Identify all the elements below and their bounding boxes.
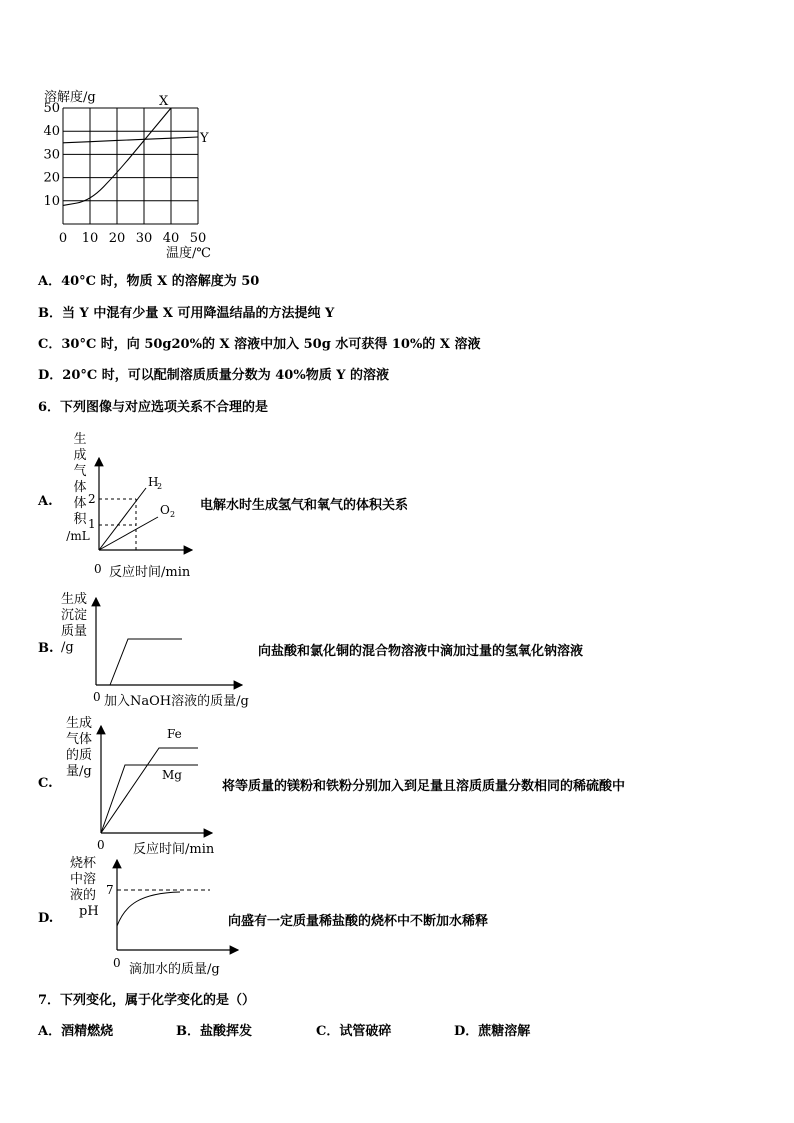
q6-c-ylabel: 生成 气体 的质 量/g: [66, 716, 93, 779]
q6-a-h2-sub: 2: [157, 482, 163, 491]
q7-option-a: A．酒精燃烧: [38, 1024, 114, 1039]
q6-b-desc: 向盐酸和氯化铜的混合物溶液中滴加过量的氢氧化钠溶液: [258, 644, 584, 659]
q6-a-h2-label: H: [148, 475, 159, 489]
q6-d-origin: 0: [113, 956, 121, 970]
q6-d-tick-7: 7: [106, 883, 114, 897]
y-tick-label: 30: [43, 147, 60, 163]
series-label-y: Y: [200, 131, 209, 146]
q6-d-ylabel: 烧杯 中溶 液的 pH: [70, 856, 99, 919]
x-tick-label: 50: [189, 231, 207, 246]
q6-a-tick-1: 1: [88, 517, 96, 531]
chart-ylabel: 溶解度/g: [44, 90, 96, 105]
q6-c-label: C.: [38, 776, 53, 791]
q6-c-fe-label: Fe: [167, 727, 182, 741]
chart-xlabel: 温度/℃: [166, 246, 211, 261]
x-tick-label: 10: [81, 231, 99, 246]
q6-a-xlabel: 反应时间/min: [109, 565, 191, 580]
q6-stem: 6．下列图像与对应选项关系不合理的是: [38, 400, 269, 415]
q6-d-xlabel: 滴加水的质量/g: [129, 962, 220, 977]
y-tick-label: 50: [43, 101, 60, 116]
y-tick-label: 40: [43, 124, 60, 140]
q6-c-mg-label: Mg: [162, 768, 182, 782]
q6-a-ylabel: 生 成 气 体 体 积 /mL: [66, 432, 90, 543]
x-tick-label: 40: [162, 231, 180, 246]
y-tick-label: 10: [43, 193, 60, 209]
q7-option-d: D．蔗糖溶解: [454, 1024, 531, 1039]
q5-option-b: B．当 Y 中混有少量 X 可用降温结晶的方法提纯 Y: [38, 306, 335, 321]
x-tick-label: 30: [135, 231, 153, 246]
y-tick-label: 20: [43, 170, 60, 186]
q6-b-ylabel: 生成 沉淀 质量 /g: [61, 592, 88, 655]
x-tick-label: 0: [58, 231, 68, 246]
q5-option-c: C．30°C 时，向 50g20%的 X 溶液中加入 50g 水可获得 10%的 X 溶液: [38, 337, 481, 352]
q6-a-desc: 电解水时生成氢气和氧气的体积关系: [200, 498, 409, 513]
q6-c-xlabel: 反应时间/min: [133, 842, 215, 857]
q5-option-a: A．40°C 时，物质 X 的溶解度为 50: [38, 274, 260, 289]
x-tick-label: 20: [108, 231, 126, 246]
q5-option-d: D．20°C 时，可以配制溶质质量分数为 40%物质 Y 的溶液: [38, 368, 390, 383]
q6-c-desc: 将等质量的镁粉和铁粉分别加入到足量且溶质质量分数相同的稀硫酸中: [222, 779, 626, 794]
q6-a-o2-label: O: [160, 503, 170, 517]
q7-option-b: B．盐酸挥发: [176, 1024, 252, 1039]
q6-b-label: B.: [38, 641, 54, 656]
q6-a-tick-2: 2: [88, 492, 96, 506]
q7-stem: 7．下列变化，属于化学变化的是（）: [38, 993, 256, 1008]
q6-b-origin: 0: [93, 690, 101, 704]
q6-c-origin: 0: [97, 838, 105, 852]
q6-b-xlabel: 加入NaOH溶液的质量/g: [104, 694, 249, 709]
series-label-x: X: [159, 94, 169, 109]
q7-option-c: C．试管破碎: [316, 1024, 392, 1039]
q6-d-desc: 向盛有一定质量稀盐酸的烧杯中不断加水稀释: [228, 914, 489, 929]
q6-a-origin: 0: [94, 562, 102, 576]
q6-a-label: A.: [38, 494, 53, 509]
q6-a-o2-sub: 2: [170, 510, 176, 519]
q6-d-label: D.: [38, 911, 54, 926]
